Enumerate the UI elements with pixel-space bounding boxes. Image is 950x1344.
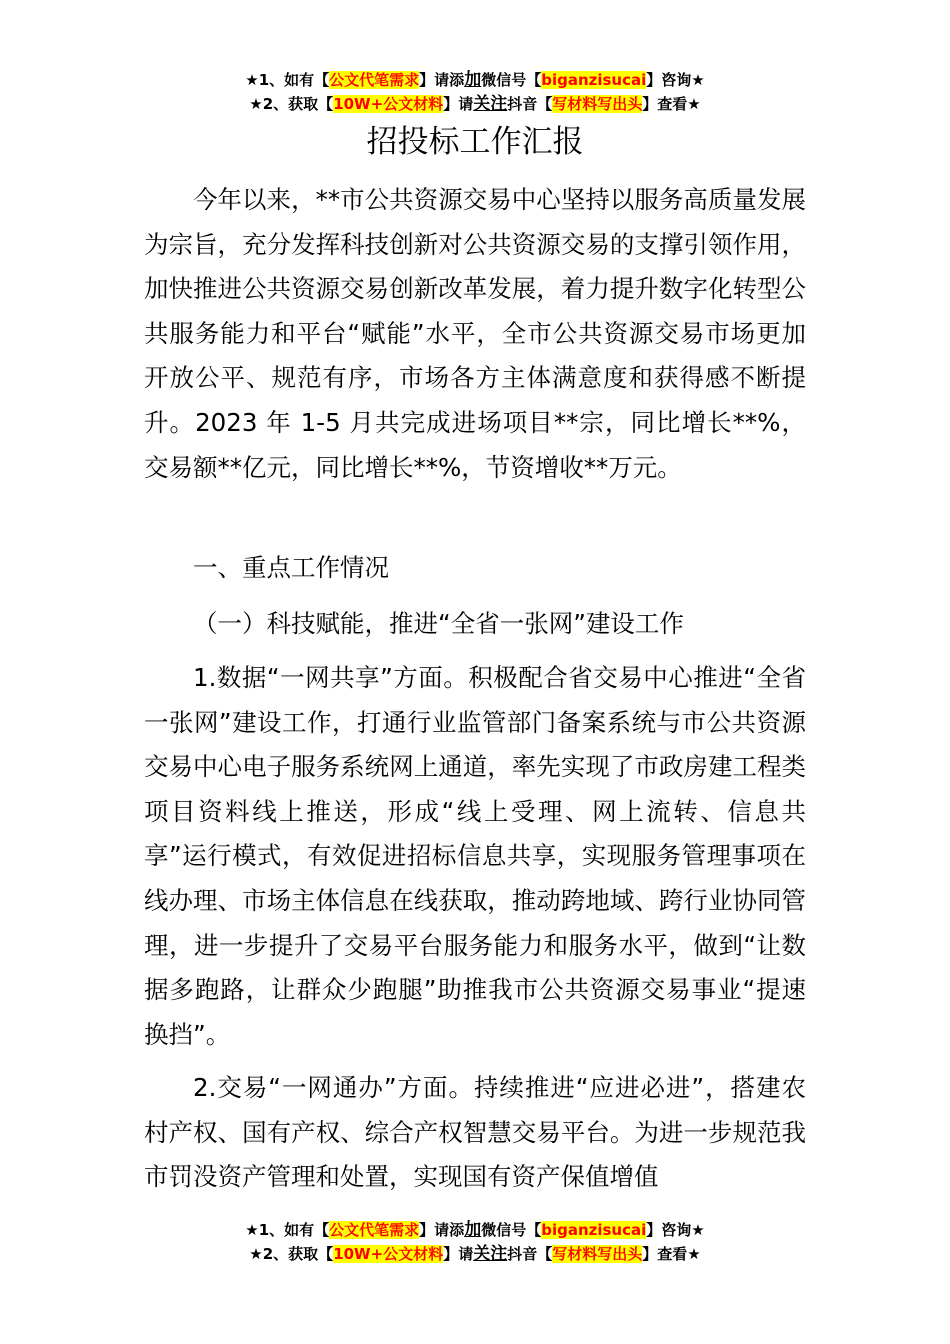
- subsection-1-heading: （一）科技赋能，推进“全省一张网”建设工作: [193, 609, 684, 638]
- banner-line-1-mid-1: 】请添: [419, 71, 465, 89]
- item-2-block: [144, 1066, 806, 1200]
- footer-line-1-highlight-1: 公文代笔需求: [329, 1221, 420, 1239]
- document-title: 招投标工作汇报: [366, 124, 584, 160]
- banner-line-1-emphasis: 加: [464, 70, 482, 90]
- footer-line-2-mid-2: 抖音【: [507, 1245, 553, 1263]
- item-1-block: [144, 656, 806, 1057]
- footer-line-1-prefix: ★1、如有【: [245, 1221, 330, 1239]
- banner-line-2-mid-2: 抖音【: [507, 95, 553, 113]
- section-1-block: [144, 546, 806, 591]
- footer-line-2-highlight-1: 10W+公文材料: [333, 1245, 444, 1263]
- banner-line-1-prefix: ★1、如有【: [245, 71, 330, 89]
- footer-line-1-suffix: 】咨询★: [646, 1221, 705, 1239]
- intro-paragraph: 今年以来，**市公共资源交易中心坚持以服务高质量发展为宗旨，充分发挥科技创新对公共资源交易的支撑引领作用，加快推进公共资源交易创新改革发展，着力提升数字化转型公共服务能力和平台“赋能”水平，全市公共资源交易市场更加开放公平、规范有序，市场各方主体满意度和获得感不断提升。2023 年 1-5 月共完成进场项目**宗，同比增长**%，交易额**亿元，同比增长**%，节资增收**万元。: [144, 185, 806, 482]
- banner-line-1-highlight-2: biganzisucai: [541, 71, 647, 89]
- banner-line-2-mid-1: 】请: [443, 95, 474, 113]
- subsection-1-block: [144, 602, 806, 647]
- banner-line-1-highlight-1: 公文代笔需求: [329, 71, 420, 89]
- intro-paragraph-block: [144, 178, 806, 490]
- footer-line-1: [0, 1218, 950, 1242]
- banner-line-1-mid-2: 微信号【: [481, 71, 542, 89]
- footer-line-1-highlight-2: biganzisucai: [541, 1221, 647, 1239]
- banner-line-1-suffix: 】咨询★: [646, 71, 705, 89]
- footer-banner: [0, 1218, 950, 1266]
- footer-line-2-highlight-2: 写材料写出头: [552, 1245, 643, 1263]
- footer-line-1-mid-2: 微信号【: [481, 1221, 542, 1239]
- section-1-heading: 一、重点工作情况: [193, 553, 389, 582]
- item-1-paragraph: 1.数据“一网共享”方面。积极配合省交易中心推进“全省一张网”建设工作，打通行业监管部门备案系统与市公共资源交易中心电子服务系统网上通道，率先实现了市政房建工程类项目资料线上推送，形成“线上受理、网上流转、信息共享”运行模式，有效促进招标信息共享，实现服务管理事项在线办理、市场主体信息在线获取，推动跨地域、跨行业协同管理，进一步提升了交易平台服务能力和服务水平，做到“让数据多跑路，让群众少跑腿”助推我市公共资源交易事业“提速换挡”。: [144, 663, 806, 1049]
- item-2-paragraph: 2.交易“一网通办”方面。持续推进“应进必进”，搭建农村产权、国有产权、综合产权智慧交易平台。为进一步规范我市罚没资产管理和处置，实现国有资产保值增值: [144, 1073, 806, 1192]
- banner-line-2-highlight-2: 写材料写出头: [552, 95, 643, 113]
- footer-line-2: [0, 1242, 950, 1266]
- banner-line-1: [0, 68, 950, 92]
- footer-line-2-prefix: ★2、获取【: [249, 1245, 334, 1263]
- banner-line-2-highlight-1: 10W+公文材料: [333, 95, 444, 113]
- footer-line-1-mid-1: 】请添: [419, 1221, 465, 1239]
- banner-line-2: [0, 92, 950, 116]
- header-banner: [0, 68, 950, 116]
- footer-line-2-emphasis: 关注: [473, 1244, 508, 1264]
- banner-line-2-prefix: ★2、获取【: [249, 95, 334, 113]
- footer-line-2-suffix: 】查看★: [642, 1245, 701, 1263]
- banner-line-2-suffix: 】查看★: [642, 95, 701, 113]
- banner-line-2-emphasis: 关注: [473, 94, 508, 114]
- footer-line-2-mid-1: 】请: [443, 1245, 474, 1263]
- footer-line-1-emphasis: 加: [464, 1220, 482, 1240]
